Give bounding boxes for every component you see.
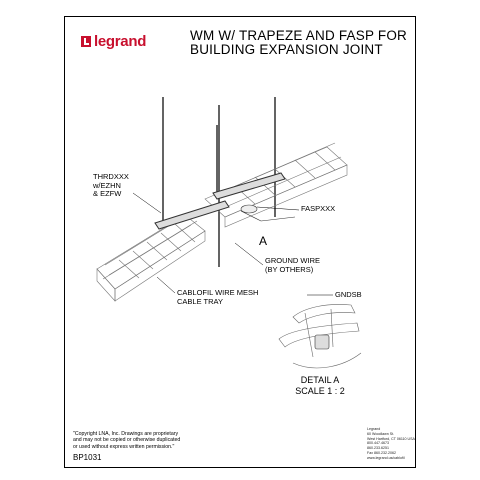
logo-text: legrand [94,33,147,50]
company-address: Legrand 60 Woodlawn St. West Hartford, CT 06110 USA 800.447.4673 860.233.6251 Fax 860.232.2062 www.legrand.us/cablofil [367,427,415,460]
cable-tray-label: CABLOFIL WIRE MESH CABLE TRAY [177,288,259,306]
right-cable-tray [205,143,347,227]
document-number: BP1031 [73,453,102,462]
thrd-label: THRDXXX w/EZHN & EZFW [93,172,129,198]
technical-drawing [65,17,415,467]
fasp-label: FASPXXX [301,204,336,213]
detail-title: DETAIL A SCALE 1 : 2 [295,375,345,396]
gndsb-label: GNDSB [335,290,362,299]
copyright-notice: "Copyright LNA, Inc. Drawings are proprietary and may not be copied or otherwise duplicated or used without express written permission." [73,431,181,450]
detail-a-view [279,305,361,368]
ground-wire-label: GROUND WIRE (BY OTHERS) [265,256,320,274]
drawing-sheet [64,16,416,468]
title-line-2: BUILDING EXPANSION JOINT [190,42,383,57]
fasp-splice [241,205,295,221]
title-line-1: WM W/ TRAPEZE AND FASP FOR [190,28,407,43]
detail-marker: A [259,234,268,248]
